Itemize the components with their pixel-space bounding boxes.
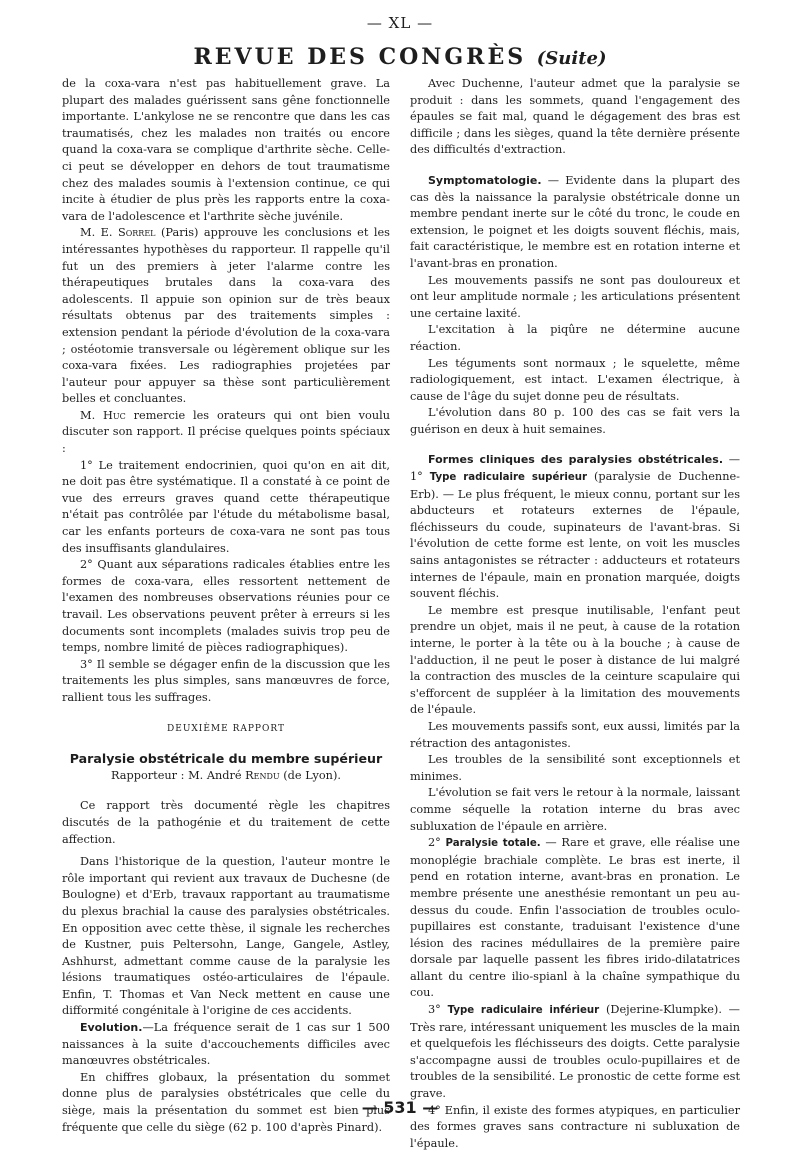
paragraph: En chiffres globaux, la présentation du sommet donne plus de paralysies obstétricales que celle du siège, mais la présentation du sommet est bien plus fréquente que celle du siège (62 p. 100 d'après Pinard). <box>62 1070 390 1134</box>
subheading: Symptomatologie. <box>428 173 542 187</box>
paragraph: Symptomatologie. — Evidente dans la plupart des cas dès la naissance la paralysie obstétricale donne un membre pendant inerte sur le côté du tronc, le coude en extension, le poignet et les doigts souvent fléchis, mais, fait caractéristique, le membre est en rotation interne et l'avant-bras en pronation. <box>410 173 740 270</box>
speaker-name: M. E. Sorrel <box>80 226 156 240</box>
subheading: Formes cliniques des paralysies obstétricales. <box>428 453 723 467</box>
paragraph: de la coxa-vara n'est pas habituellement grave. La plupart des malades guérissent sans gêne fonctionnelle importante. L'ankylose ne se rencontre que dans les cas traumatisés, chez les malades non traités ou encore quand la coxa-vara se complique d'arthrite sèche. Celle-ci peut se développer en dehors de tout traumatisme chez des malades soumis à l'extension continue, ce qui incite à étudier de plus près les rapports entre la coxa-vara de l'adolescence et l'arthrite sèche juvénile. <box>62 77 390 223</box>
paragraph: Les mouvements passifs sont, eux aussi, limités par la rétraction des antagonistes. <box>410 719 740 750</box>
page-number: — 531 — <box>361 1098 439 1117</box>
section-label: DEUXIÈME RAPPORT <box>167 723 285 734</box>
paragraph: 3° Type radiculaire inférieur (Dejerine-Klumpke). — Très rare, intéressant uniquement les muscles de la main et quelquefois les fléchisseurs des doigts. Cette paralysie s'accompagne aussi de troubles oculo-pupillaires et de troubles de la sensibilité. Le pronostic de cette forme est grave. <box>410 1003 740 1101</box>
paragraph: Avec Duchenne, l'auteur admet que la paralysie se produit : dans les sommets, quand l'engagement des épaules se fait mal, quand le dégagement des bras est difficile ; dans les sièges, quand la tête dernière présente des difficultés d'extraction. <box>410 77 740 157</box>
journal-title: REVUE DES CONGRÈS <box>193 44 527 70</box>
paragraph: L'excitation à la piqûre ne détermine aucune réaction. <box>410 323 740 353</box>
page-title <box>0 44 800 70</box>
paragraph: 2° Quant aux séparations radicales établies entre les formes de coxa-vara, elles ressortent nettement de l'examen des nombreuses observations réunies pour ce travail. Les observations peuvent prêter à erreurs si les documents sont incomplets (malades suivis trop peu de temps, nombre limité de pièces radiographiques). <box>62 558 390 655</box>
right-column <box>410 76 740 1152</box>
paragraph: 1° Le traitement endocrinien, quoi qu'on en ait dit, ne doit pas être systématique. Il a constaté à ce point de vue des erreurs graves quand cette thérapeutique n'était pas contrôlée par l'étude du métabolisme basal, car les enfants porteurs de coxa-vara ne sont pas tous des insuffisants glandulaires. <box>62 458 390 555</box>
rapporteur-line: Rapporteur : M. André Rendu (de Lyon). <box>111 768 341 782</box>
subheading: Type radiculaire inférieur <box>447 1005 600 1017</box>
paragraph: Ce rapport très documenté règle les chapitres discutés de la pathogénie et du traitement de cette affection. <box>62 799 390 846</box>
speaker-name: M. Huc <box>80 408 126 422</box>
rapporteur-name: Rendu <box>245 768 280 782</box>
paragraph: M. Huc remercie les orateurs qui ont bien voulu discuter son rapport. Il précise quelques points spéciaux : <box>62 408 390 456</box>
paragraph: Les téguments sont normaux ; le squelette, même radiologiquement, est intact. L'examen électrique, à cause de l'âge du sujet donne peu de résultats. <box>410 356 740 403</box>
subheading: Paralysie totale. <box>445 838 541 850</box>
paragraph: Les troubles de la sensibilité sont exceptionnels et minimes. <box>410 753 740 783</box>
subheading: Type radiculaire supérieur <box>429 472 588 484</box>
paragraph: L'évolution se fait vers le retour à la normale, laissant comme séquelle la rotation interne du bras avec subluxation de l'épaule en arrière. <box>410 786 740 833</box>
paragraph: 2° Paralysie totale. — Rare et grave, elle réalise une monoplégie brachiale complète. Le bras est inerte, il pend en rotation interne, avant-bras en pronation. Le membre présente une anesthésie remontant un peu au-dessus du coude. Enfin l'association de troubles oculo-pupillaires est constante, traduisant l'existence d'une lésion des racines médullaires de la première paire dorsale par laquelle passent les fibres irido-dilatatrices allant du centre ilio-spianl à la chaîne sympathique du cou. <box>410 836 740 1000</box>
paragraph: M. E. Sorrel (Paris) approuve les conclusions et les intéressantes hypothèses du rapporteur. Il rappelle qu'il fut un des premiers à jeter l'alarme contre les thérapeutiques brutales dans la coxa-vara des adolescents. Il appuie son opinion sur de très beaux résultats obtenus par des traitements simples : extension pendant la période d'évolution de la coxa-vara ; ostéotomie transversale ou légèrement oblique sur les coxa-vara fixées. Les radiographies projetées par l'auteur pour appuyer sa thèse sont particulièrement belles et concluantes. <box>62 226 390 406</box>
paragraph: Evolution.—La fréquence serait de 1 cas sur 1 500 naissances à la suite d'accouchements difficiles avec manœuvres obstétricales. <box>62 1021 390 1068</box>
paragraph: 4° Enfin, il existe des formes atypiques, en particulier des formes graves sans contracture ni subluxation de l'épaule. <box>410 1103 740 1150</box>
paragraph: Les mouvements passifs ne sont pas douloureux et ont leur amplitude normale ; les articulations présentent une certaine laxité. <box>410 273 740 320</box>
paragraph: Dans l'historique de la question, l'auteur montre le rôle important qui revient aux travaux de Duchesne (de Boulogne) et d'Erb, travaux rapportant au traumatisme du plexus brachial la cause des paralysies obstétricales. En opposition avec cette thèse, il signale les recherches de Kustner, puis Peltersohn, Lange, Gangele, Astley, Ashhurst, admettant comme cause de la paralysie les lésions traumatiques ostéo-articulaires de l'épaule. Enfin, T. Thomas et Van Neck mettent en cause une difformité congénitale à l'origine de ces accidents. <box>62 855 390 1018</box>
left-column <box>62 76 390 1136</box>
paragraph: Le membre est presque inutilisable, l'enfant peut prendre un objet, mais il ne peut, à cause de la rotation interne, le porter à la tête ou à la bouche ; à cause de l'adduction, il ne peut le poser à distance de lui malgré la contraction des muscles de la ceinture scapulaire qui s'efforcent de suppléer à la limitation des mouvements de l'épaule. <box>410 603 740 717</box>
page-roman-number: — XL — <box>366 14 434 32</box>
paragraph: L'évolution dans 80 p. 100 des cas se fait vers la guérison en deux à huit semaines. <box>410 406 740 436</box>
paragraph: Formes cliniques des paralysies obstétricales. — 1° Type radiculaire supérieur (paralysie de Duchenne-Erb). — Le plus fréquent, le mieux connu, portant sur les abducteurs et rotateurs externes de l'épaule, fléchisseurs du coude, supinateurs de l'avant-bras. Si l'évolution de cette forme est lente, on voit les muscles sains antagonistes se rétracter : adducteurs et rotateurs internes de l'épaule, main en pronation marquée, doigts souvent fléchis. <box>410 453 740 601</box>
paragraph: 3° Il semble se dégager enfin de la discussion que les traitements les plus simples, sans manœuvres de force, rallient tous les suffrages. <box>62 657 390 704</box>
subheading: Evolution. <box>80 1021 143 1035</box>
journal-title-suite: (Suite) <box>536 48 607 69</box>
section-title: Paralysie obstétricale du membre supérieur <box>69 751 383 767</box>
